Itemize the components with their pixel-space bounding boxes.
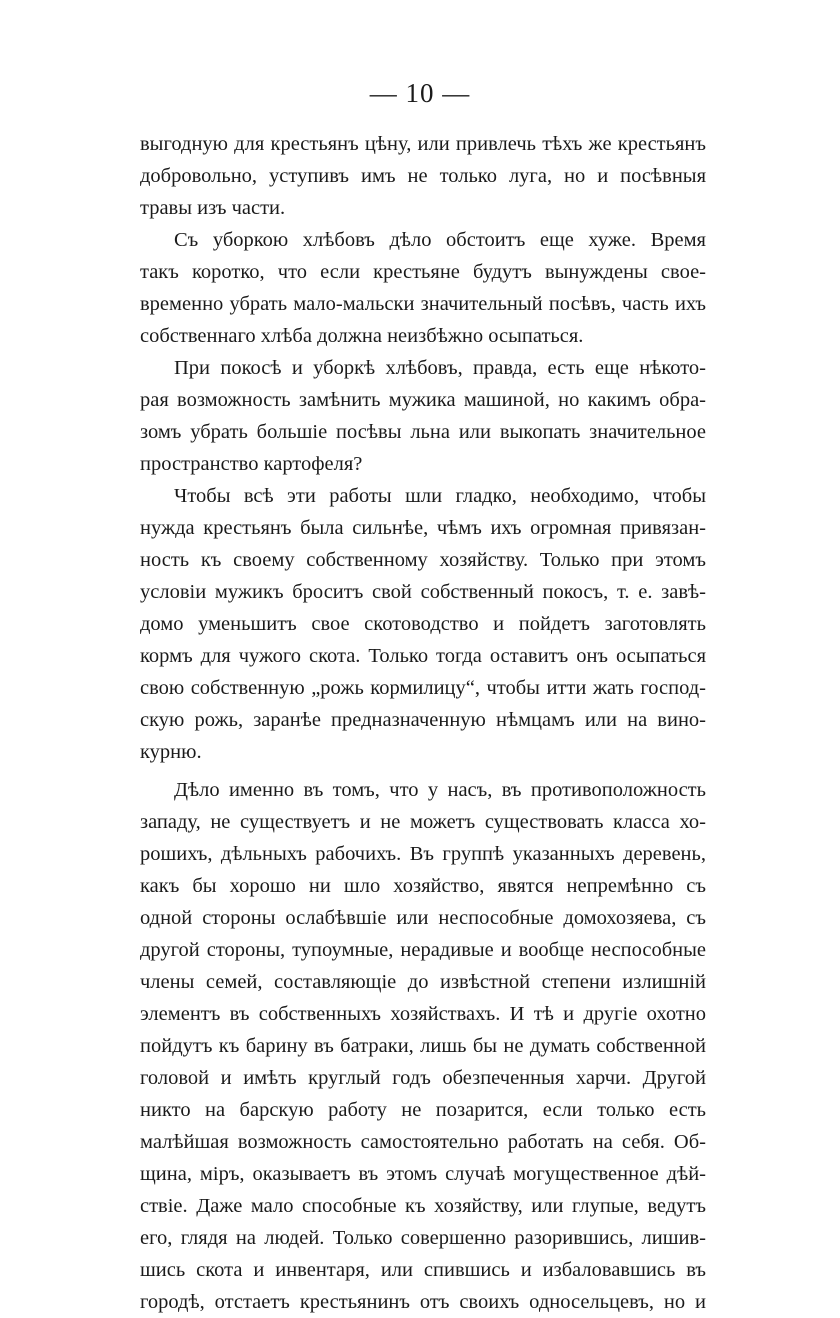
text-line: домо уменьшитъ свое скотоводство и пойдетъ заготовлять — [140, 613, 706, 635]
text-line: одной стороны ослабѣвшіе или неспособные домохозяева, съ — [140, 907, 706, 929]
text-line: кормъ для чужого скота. Только тогда оставитъ онъ осыпаться — [140, 645, 706, 667]
text-line: зомъ убрать большіе посѣвы льна или выкопать значительное — [140, 421, 706, 443]
body-text — [140, 128, 706, 1318]
text-line: ствіе. Даже мало способные къ хозяйству, или глупые, ведутъ — [140, 1195, 706, 1217]
text-line: какъ бы хорошо ни шло хозяйство, явятся непремѣнно съ — [140, 875, 706, 897]
text-line: собственнаго хлѣба должна неизбѣжно осыпаться. — [140, 325, 584, 347]
paragraph-start-line: Чтобы всѣ эти работы шли гладко, необходимо, чтобы — [174, 485, 706, 507]
text-line: другой стороны, тупоумные, нерадивые и вообще неспособные — [140, 939, 706, 961]
text-line: травы изъ части. — [140, 197, 286, 219]
text-line: головой и имѣть круглый годъ обезпеченныя харчи. Другой — [140, 1067, 706, 1089]
text-line: городѣ, отстаетъ крестьянинъ отъ своихъ односельцевъ, но и — [140, 1291, 706, 1313]
text-line: рая возможность замѣнить мужика машиной, но какимъ обра- — [140, 389, 706, 411]
text-line: ность къ своему собственному хозяйству. Только при этомъ — [140, 549, 706, 571]
text-line: никто на барскую работу не позарится, если только есть — [140, 1099, 706, 1121]
text-line: выгодную для крестьянъ цѣну, или привлечь тѣхъ же крестьянъ — [140, 133, 706, 155]
paragraph-start-line: Дѣло именно въ томъ, что у насъ, въ противоположность — [174, 779, 706, 801]
text-line: западу, не существуетъ и не можетъ существовать класса хо- — [140, 811, 706, 833]
paragraph-start-line: Съ уборкою хлѣбовъ дѣло обстоитъ еще хуже. Время — [174, 229, 706, 251]
text-line: такъ коротко, что если крестьяне будутъ вынуждены свое- — [140, 261, 706, 283]
text-line: условіи мужикъ броситъ свой собственный покосъ, т. е. завѣ- — [140, 581, 706, 603]
text-line: члены семей, составляющіе до извѣстной степени излишній — [140, 971, 706, 993]
text-line: нужда крестьянъ была сильнѣе, чѣмъ ихъ огромная привязан- — [140, 517, 706, 539]
text-line: пойдутъ къ барину въ батраки, лишь бы не думать собственной — [140, 1035, 706, 1057]
page-number: — 10 — — [369, 78, 471, 108]
text-line: рошихъ, дѣльныхъ рабочихъ. Въ группѣ указанныхъ деревень, — [140, 843, 706, 865]
text-line: временно убрать мало-мальски значительный посѣвъ, часть ихъ — [140, 293, 706, 315]
text-line: элементъ въ собственныхъ хозяйствахъ. И тѣ и другіе охотно — [140, 1003, 706, 1025]
text-line: щина, міръ, оказываетъ въ этомъ случаѣ могущественное дѣй- — [140, 1163, 706, 1185]
text-line: пространство картофеля? — [140, 453, 363, 475]
paragraph-start-line: При покосѣ и уборкѣ хлѣбовъ, правда, есть еще нѣкото- — [174, 357, 706, 379]
text-line: его, глядя на людей. Только совершенно разорившись, лишив- — [140, 1227, 706, 1249]
text-line: малѣйшая возможность самостоятельно работать на себя. Об- — [140, 1131, 706, 1153]
text-line: курню. — [140, 741, 202, 763]
text-line: добровольно, уступивъ имъ не только луга, но и посѣвныя — [140, 165, 706, 187]
text-line: свою собственную „рожь кормилицу“, чтобы итти жать господ- — [140, 677, 706, 699]
text-line: скую рожь, заранѣе предназначенную нѣмцамъ или на вино- — [140, 709, 706, 731]
text-line: шись скота и инвентаря, или спившись и избаловавшись въ — [140, 1259, 706, 1281]
